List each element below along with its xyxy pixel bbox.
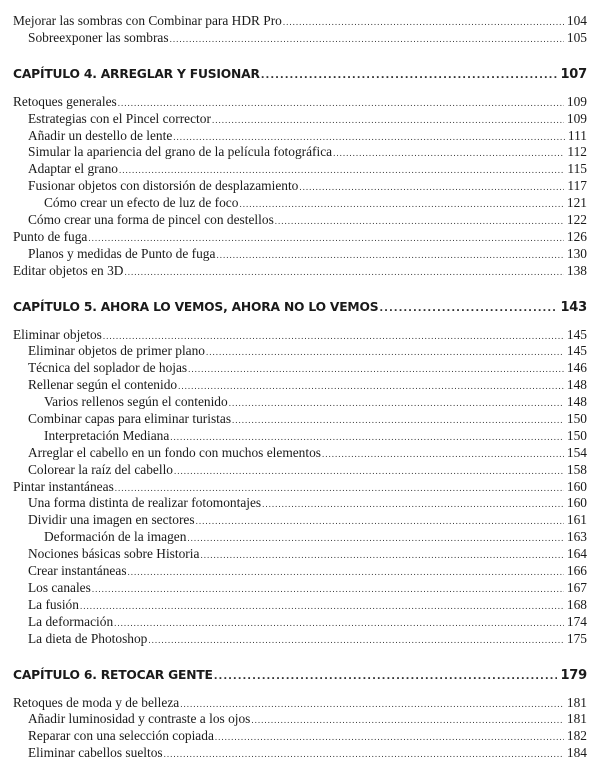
dot-leader (251, 712, 564, 729)
dot-leader (170, 31, 564, 48)
dot-leader (196, 513, 564, 530)
dot-leader (261, 66, 558, 86)
toc-entry[interactable] (13, 360, 587, 377)
entry-title: Añadir un destello de lente (28, 127, 173, 143)
page-number: 143 (560, 299, 587, 315)
entry-title: Interpretación Mediana (44, 427, 170, 443)
dot-leader (178, 378, 564, 395)
dot-leader (148, 632, 564, 649)
dot-leader (114, 615, 564, 632)
page-number: 117 (567, 178, 587, 194)
dot-leader (80, 598, 564, 615)
entry-title: Pintar instantáneas (13, 478, 114, 494)
entry-title: CAPÍTULO 5. AHORA LO VEMOS, AHORA NO LO VEMOS (13, 299, 379, 314)
page-number: 174 (566, 613, 587, 629)
toc-entry[interactable] (13, 614, 587, 631)
dot-leader (170, 429, 564, 446)
page-number: 182 (566, 728, 587, 744)
dot-leader (283, 14, 564, 31)
entry-title: Fusionar objetos con distorsión de desplazamiento (28, 178, 299, 194)
page-number: 181 (566, 711, 587, 727)
page-number: 163 (566, 529, 587, 545)
dot-leader (262, 496, 564, 513)
toc-entry[interactable] (13, 161, 587, 178)
dot-leader (188, 361, 564, 378)
entry-title: Mejorar las sombras con Combinar para HDR Pro (13, 13, 282, 28)
toc-entry[interactable] (13, 13, 587, 30)
page-number: 181 (566, 694, 587, 710)
dot-leader (128, 564, 564, 581)
toc-entry[interactable] (13, 479, 587, 496)
toc-entry[interactable] (13, 212, 587, 229)
entry-title: Añadir luminosidad y contraste a los ojos (28, 711, 251, 727)
entry-title: Reparar con una selección copiada (28, 728, 214, 744)
toc-entry[interactable] (13, 144, 587, 161)
page-number: 145 (566, 343, 587, 359)
page-number: 160 (566, 478, 587, 494)
dot-leader (88, 230, 564, 247)
page-number: 146 (566, 360, 587, 376)
page-number: 175 (566, 630, 587, 646)
entry-title: Cómo crear una forma de pincel con destellos (28, 212, 274, 228)
dot-leader (333, 145, 564, 162)
dot-leader (229, 395, 564, 412)
dot-leader (174, 463, 564, 480)
page-number: 111 (567, 127, 587, 143)
page-number: 121 (566, 195, 587, 211)
dot-leader (200, 547, 563, 564)
entry-title: Crear instantáneas (28, 563, 127, 579)
toc-entry[interactable] (13, 462, 587, 479)
entry-title: Técnica del soplador de hojas (28, 360, 188, 376)
page-number: 161 (566, 512, 587, 528)
toc-entry[interactable] (13, 546, 587, 563)
page-number: 109 (566, 93, 587, 109)
dot-leader (115, 480, 564, 497)
entry-title: CAPÍTULO 4. ARREGLAR Y FUSIONAR (13, 66, 260, 81)
toc-entry[interactable] (13, 343, 587, 360)
entry-title: Nociones básicas sobre Historia (28, 546, 200, 562)
entry-title: Deformación de la imagen (44, 529, 187, 545)
toc-entry[interactable] (13, 745, 587, 762)
page-number: 122 (566, 212, 587, 228)
toc-entry[interactable] (13, 563, 587, 580)
toc-entry[interactable] (13, 246, 587, 263)
entry-title: Rellenar según el contenido (28, 377, 178, 393)
page-number: 184 (566, 745, 587, 761)
page-number: 130 (566, 245, 587, 261)
entry-title: Estrategias con el Pincel corrector (28, 110, 211, 126)
entry-title: La fusión (28, 596, 79, 612)
entry-title: La dieta de Photoshop (28, 630, 148, 646)
dot-leader (275, 213, 564, 230)
toc-entry[interactable] (13, 377, 587, 394)
dot-leader (173, 129, 565, 146)
toc-entry[interactable] (13, 512, 587, 529)
dot-leader (299, 179, 564, 196)
page-number: 148 (566, 377, 587, 393)
entry-title: Simular la apariencia del grano de la película fotográfica (28, 144, 333, 160)
entry-title: Adaptar el grano (28, 161, 118, 177)
page-number: 167 (566, 579, 587, 595)
toc-entry[interactable] (13, 327, 587, 344)
dot-leader (92, 581, 564, 598)
page-number: 179 (560, 667, 587, 683)
page-number: 115 (567, 161, 587, 177)
page-number: 138 (566, 262, 587, 278)
dot-leader (322, 446, 564, 463)
chapter-heading[interactable] (13, 665, 587, 685)
dot-leader (118, 95, 564, 112)
entry-title: Eliminar objetos (13, 326, 102, 342)
toc-entry[interactable] (13, 229, 587, 246)
dot-leader (124, 264, 563, 281)
toc-entry[interactable] (13, 195, 587, 212)
toc-entry[interactable] (13, 428, 587, 445)
entry-title: Punto de fuga (13, 228, 88, 244)
page-number: 126 (566, 228, 587, 244)
entry-title: Una forma distinta de realizar fotomontajes (28, 495, 262, 511)
page-number: 154 (566, 444, 587, 460)
chapter-heading[interactable] (13, 64, 587, 84)
dot-leader (103, 328, 564, 345)
page-number: 109 (566, 110, 587, 126)
page-number: 112 (567, 144, 587, 160)
toc-entry[interactable] (13, 178, 587, 195)
dot-leader (119, 162, 564, 179)
entry-title: Retoques de moda y de belleza (13, 694, 180, 710)
dot-leader (239, 196, 563, 213)
entry-title: CAPÍTULO 6. RETOCAR GENTE (13, 667, 213, 682)
toc-entry[interactable] (13, 94, 587, 111)
entry-title: La deformación (28, 613, 114, 629)
entry-title: Los canales (28, 579, 91, 595)
dot-leader (180, 696, 564, 713)
toc-entry[interactable] (13, 495, 587, 512)
toc-entry[interactable] (13, 597, 587, 614)
toc-entry[interactable] (13, 711, 587, 728)
page-number: 164 (566, 546, 587, 562)
page-number: 105 (566, 29, 587, 45)
entry-title: Eliminar objetos de primer plano (28, 343, 206, 359)
dot-leader (215, 729, 564, 746)
dot-leader (187, 530, 564, 547)
page-number: 158 (566, 461, 587, 477)
entry-title: Combinar capas para eliminar turistas (28, 411, 232, 427)
toc-entry[interactable] (13, 445, 587, 462)
entry-title: Cómo crear un efecto de luz de foco (44, 195, 239, 211)
toc-entry[interactable] (13, 631, 587, 648)
chapter-heading[interactable] (13, 297, 587, 317)
entry-title: Varios rellenos según el contenido (44, 394, 228, 410)
table-of-contents (13, 13, 587, 762)
page-number: 148 (566, 394, 587, 410)
page-number: 160 (566, 495, 587, 511)
toc-entry[interactable] (13, 394, 587, 411)
toc-entry[interactable] (13, 128, 587, 145)
entry-title: Arreglar el cabello en un fondo con muchos elementos (28, 444, 322, 460)
entry-title: Retoques generales (13, 93, 117, 109)
dot-leader (232, 412, 564, 429)
toc-entry[interactable] (13, 728, 587, 745)
dot-leader (212, 112, 564, 129)
page-number: 150 (566, 427, 587, 443)
entry-title: Editar objetos en 3D (13, 262, 124, 278)
toc-entry[interactable] (13, 529, 587, 546)
page-number: 145 (566, 326, 587, 342)
dot-leader (206, 344, 564, 361)
toc-entry[interactable] (13, 411, 587, 428)
page-number: 104 (566, 13, 587, 28)
entry-title: Dividir una imagen en sectores (28, 512, 195, 528)
entry-title: Eliminar cabellos sueltos (28, 745, 163, 761)
toc-entry[interactable] (13, 263, 587, 280)
entry-title: Colorear la raíz del cabello (28, 461, 173, 477)
page-number: 166 (566, 563, 587, 579)
entry-title: Planos y medidas de Punto de fuga (28, 245, 216, 261)
dot-leader (164, 746, 564, 763)
dot-leader (214, 667, 558, 687)
toc-entry[interactable] (13, 695, 587, 712)
toc-entry[interactable] (13, 111, 587, 128)
toc-entry[interactable] (13, 580, 587, 597)
toc-entry[interactable] (13, 30, 587, 47)
dot-leader (216, 247, 563, 264)
page-number: 168 (566, 596, 587, 612)
dot-leader (379, 299, 557, 319)
entry-title: Sobreexponer las sombras (28, 29, 169, 45)
page-number: 107 (560, 66, 587, 82)
page-number: 150 (566, 411, 587, 427)
